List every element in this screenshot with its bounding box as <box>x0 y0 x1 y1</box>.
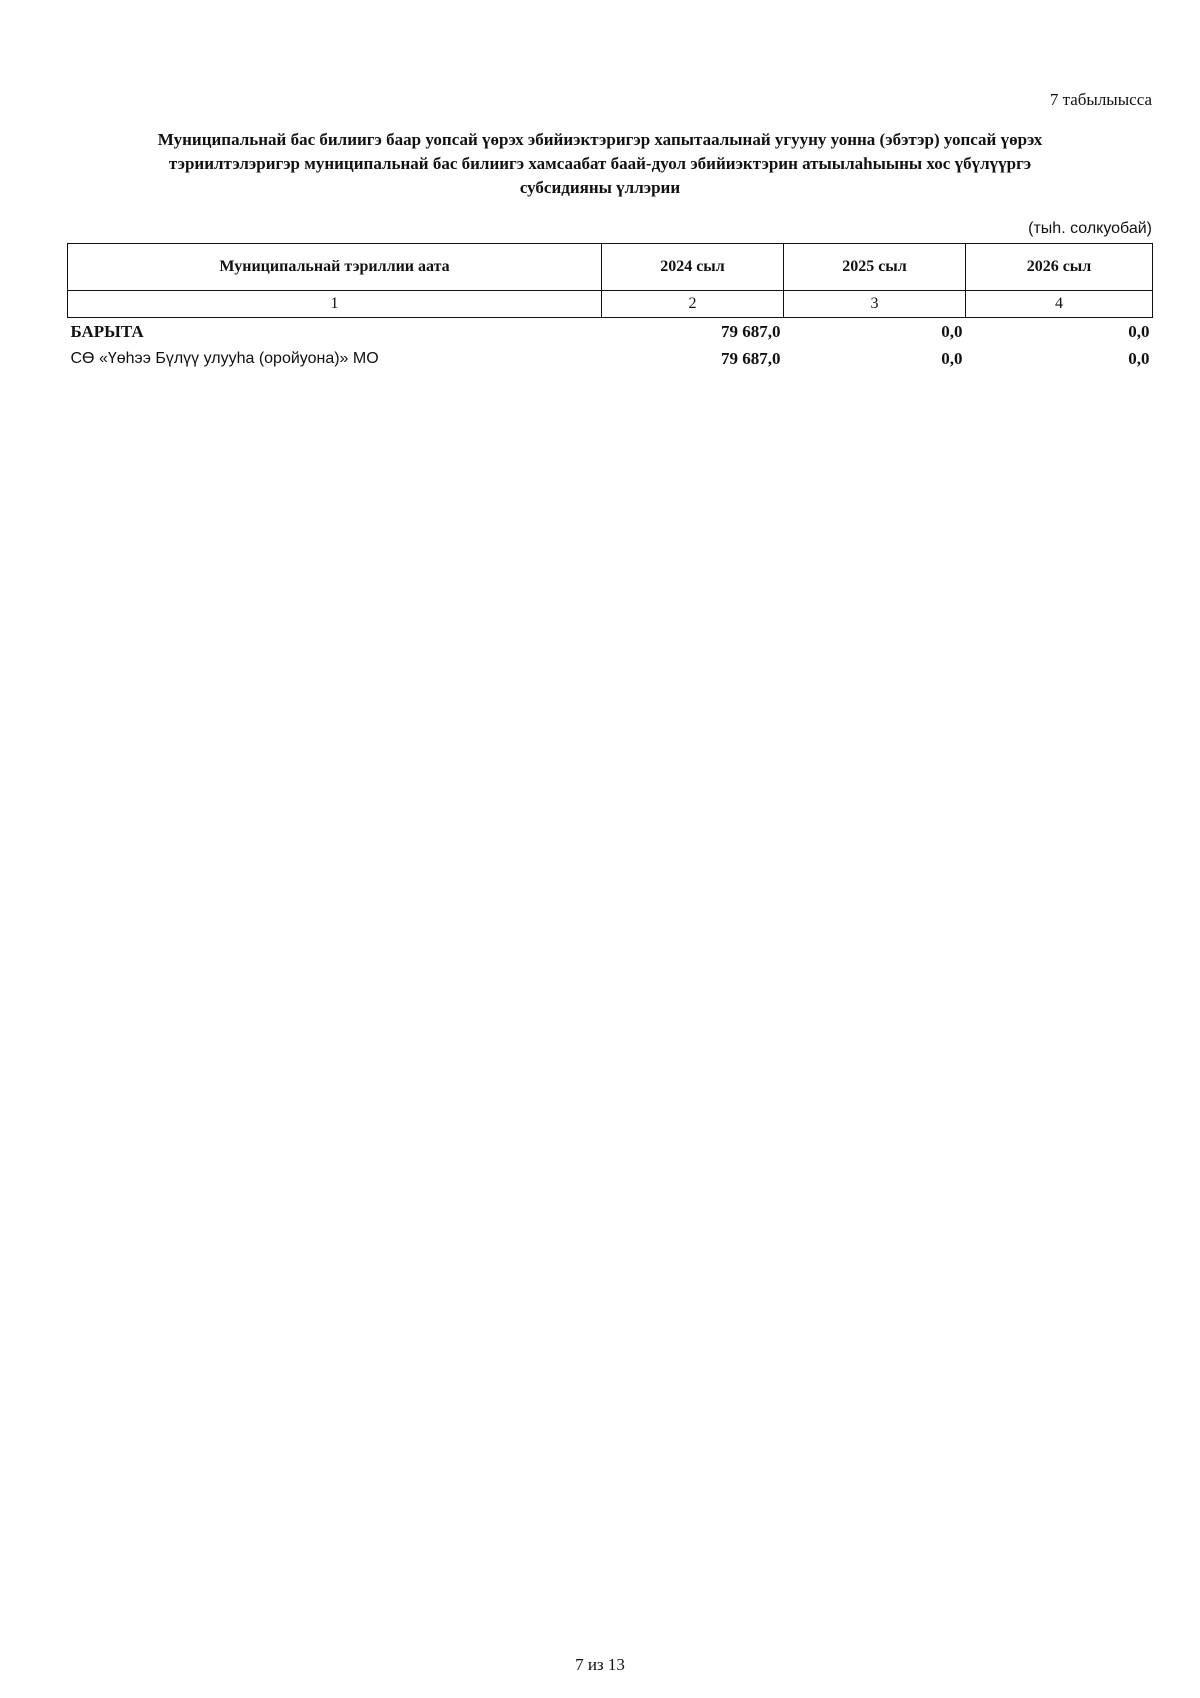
page-number: 7 из 13 <box>575 1655 625 1674</box>
table-header-row <box>68 244 1153 291</box>
row-name: СӨ «Үөһээ Бүлүү улууһа (оройуона)» МО <box>70 349 379 367</box>
header-year-2026: 2026 сыл <box>966 244 1153 291</box>
subsidy-table <box>67 243 1153 372</box>
title-line: Муниципальнай бас билиигэ баар уопсай үөрэх эбийиэктэригэр хапытаалынай угууну уонна (эбэтэр) уопсай үөрэх <box>157 130 1043 149</box>
value-2024: 79 687,0 <box>721 321 781 341</box>
title-line: субсидияны үллэрии <box>519 178 681 197</box>
row-name: БАРЫТА <box>70 321 144 341</box>
document-title <box>80 128 1120 200</box>
table-row-total <box>68 318 1153 346</box>
appendix-label: 7 табылыысса <box>1049 90 1152 109</box>
value-2026: 0,0 <box>1128 321 1150 341</box>
header-municipality-name: Муниципальнай тэриллии аата <box>68 244 602 291</box>
value-2025: 0,0 <box>941 321 963 341</box>
column-number: 3 <box>784 291 966 318</box>
table-row <box>68 345 1153 372</box>
value-2025: 0,0 <box>941 348 963 368</box>
column-number: 1 <box>68 291 602 318</box>
units-label: (тыһ. солкуобай) <box>1028 220 1152 237</box>
title-line: тэриилтэлэригэр муниципальнай бас билиигэ хамсаабат баай-дуол эбийиэктэрин атыылаһыыны хос үбүлүүргэ <box>168 154 1032 173</box>
header-year-2024: 2024 сыл <box>602 244 784 291</box>
column-number-row <box>68 291 1153 318</box>
value-2026: 0,0 <box>1128 348 1150 368</box>
header-year-2025: 2025 сыл <box>784 244 966 291</box>
value-2024: 79 687,0 <box>721 348 781 368</box>
column-number: 4 <box>966 291 1153 318</box>
column-number: 2 <box>602 291 784 318</box>
